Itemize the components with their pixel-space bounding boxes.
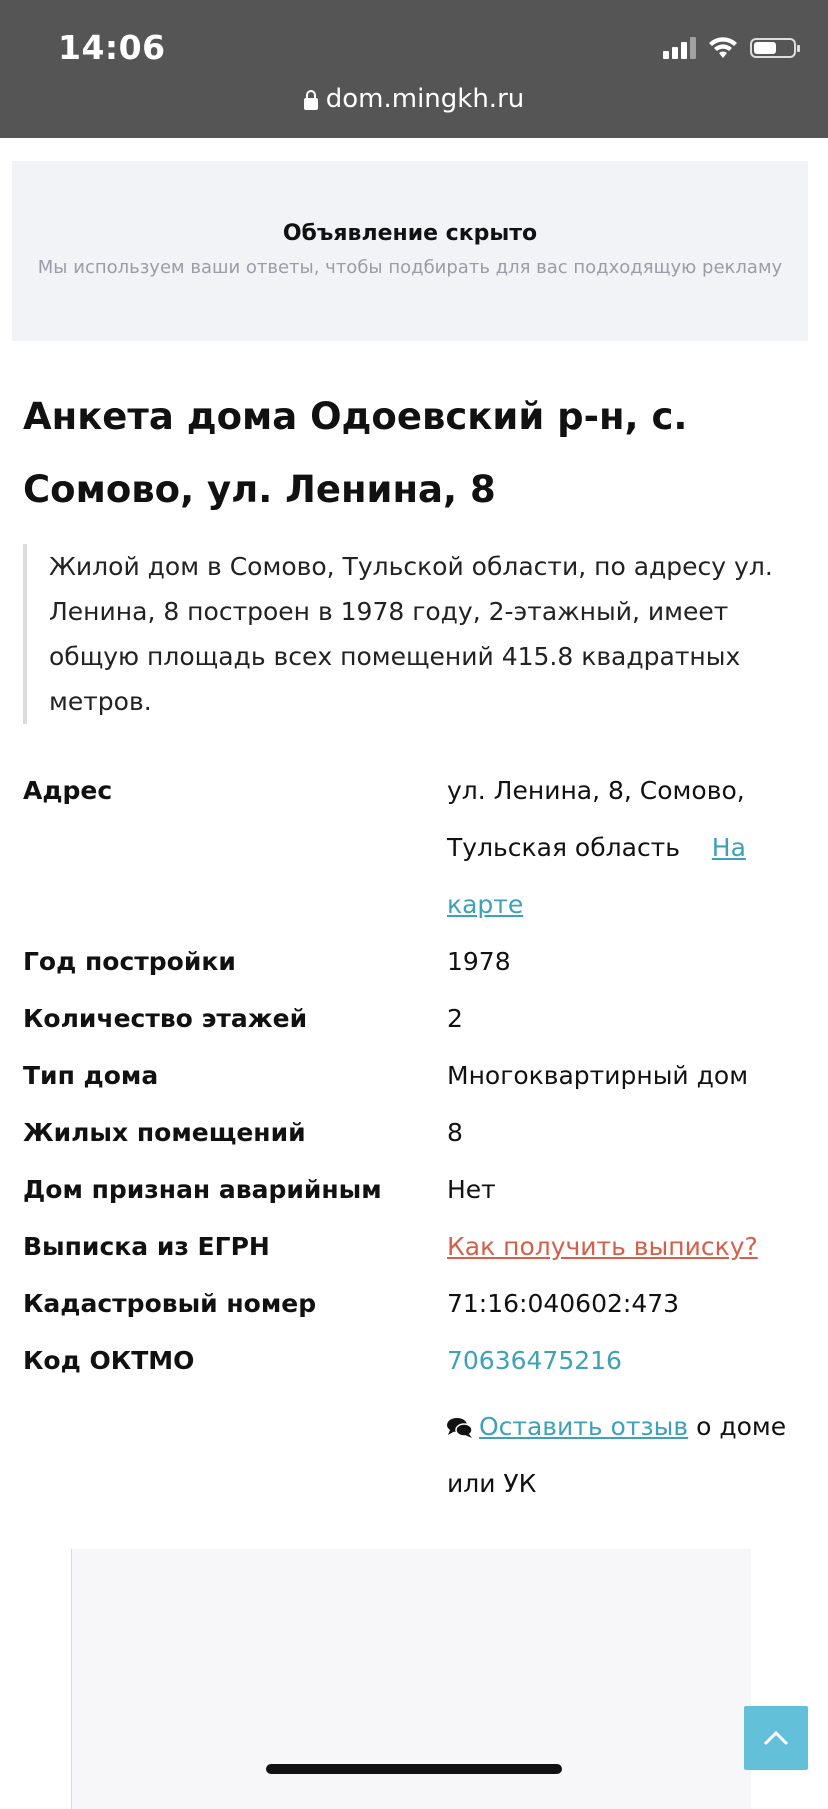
address-value — [447, 762, 813, 933]
oktmo-label: Код ОКТМО — [23, 1346, 195, 1375]
url-text: dom.mingkh.ru — [325, 84, 525, 114]
cadastral-label: Кадастровый номер — [23, 1289, 317, 1318]
year-label: Год постройки — [23, 947, 236, 976]
address-label: Адрес — [23, 776, 113, 805]
house-description: Жилой дом в Сомово, Тульской области, по адресу ул. Ленина, 8 построен в 1978 году, 2-этажный, имеет общую площадь всех помещений 415.8 квадратных метров. — [23, 544, 793, 724]
leave-review-link[interactable]: Оставить отзыв — [479, 1412, 689, 1441]
egrn-label: Выписка из ЕГРН — [23, 1232, 270, 1261]
info-row-year — [23, 933, 813, 990]
info-row-living — [23, 1104, 813, 1161]
cadastral-value: 71:16:040602:473 — [447, 1289, 680, 1318]
home-indicator[interactable] — [266, 1764, 562, 1774]
status-icons — [663, 36, 796, 60]
info-row-emergency — [23, 1161, 813, 1218]
year-value: 1978 — [447, 947, 511, 976]
living-label: Жилых помещений — [23, 1118, 306, 1147]
lock-icon — [304, 90, 318, 110]
status-bar — [0, 0, 828, 138]
scroll-to-top-button[interactable] — [744, 1706, 808, 1770]
review-block — [447, 1398, 807, 1512]
cellular-signal-icon — [663, 37, 696, 59]
type-value: Многоквартирный дом — [447, 1061, 749, 1090]
egrn-link[interactable]: Как получить выписку? — [447, 1232, 758, 1261]
battery-icon — [750, 38, 796, 58]
floors-label: Количество этажей — [23, 1004, 308, 1033]
emergency-label: Дом признан аварийным — [23, 1175, 382, 1204]
info-row-egrn — [23, 1218, 813, 1275]
ad-title: Объявление скрыто — [282, 221, 538, 246]
info-row-floors — [23, 990, 813, 1047]
hidden-ad-block — [12, 161, 808, 341]
status-time: 14:06 — [58, 28, 166, 67]
info-row-cadastral — [23, 1275, 813, 1332]
page-title: Анкета дома Одоевский р-н, с. Сомово, ул. Ленина, 8 — [23, 395, 688, 511]
address-text: ул. Ленина, 8, Сомово, Тульская область — [447, 776, 745, 862]
oktmo-link[interactable]: 70636475216 — [447, 1346, 622, 1375]
emergency-value: Нет — [447, 1175, 496, 1204]
comments-icon — [447, 1417, 473, 1439]
map-link[interactable]: На карте — [447, 833, 746, 919]
address-bar[interactable] — [0, 84, 828, 114]
living-value: 8 — [447, 1118, 463, 1147]
house-info-table — [23, 762, 813, 1389]
type-label: Тип дома — [23, 1061, 159, 1090]
wifi-icon — [708, 36, 738, 60]
floors-value: 2 — [447, 1004, 463, 1033]
info-row-oktmo — [23, 1332, 813, 1389]
info-row-address — [23, 762, 813, 933]
chevron-up-icon — [763, 1730, 789, 1746]
ad-subtitle: Мы используем ваши ответы, чтобы подбирать для вас подходящую рекламу — [37, 257, 783, 278]
info-row-type — [23, 1047, 813, 1104]
review-suffix: о доме или УК — [447, 1412, 787, 1498]
